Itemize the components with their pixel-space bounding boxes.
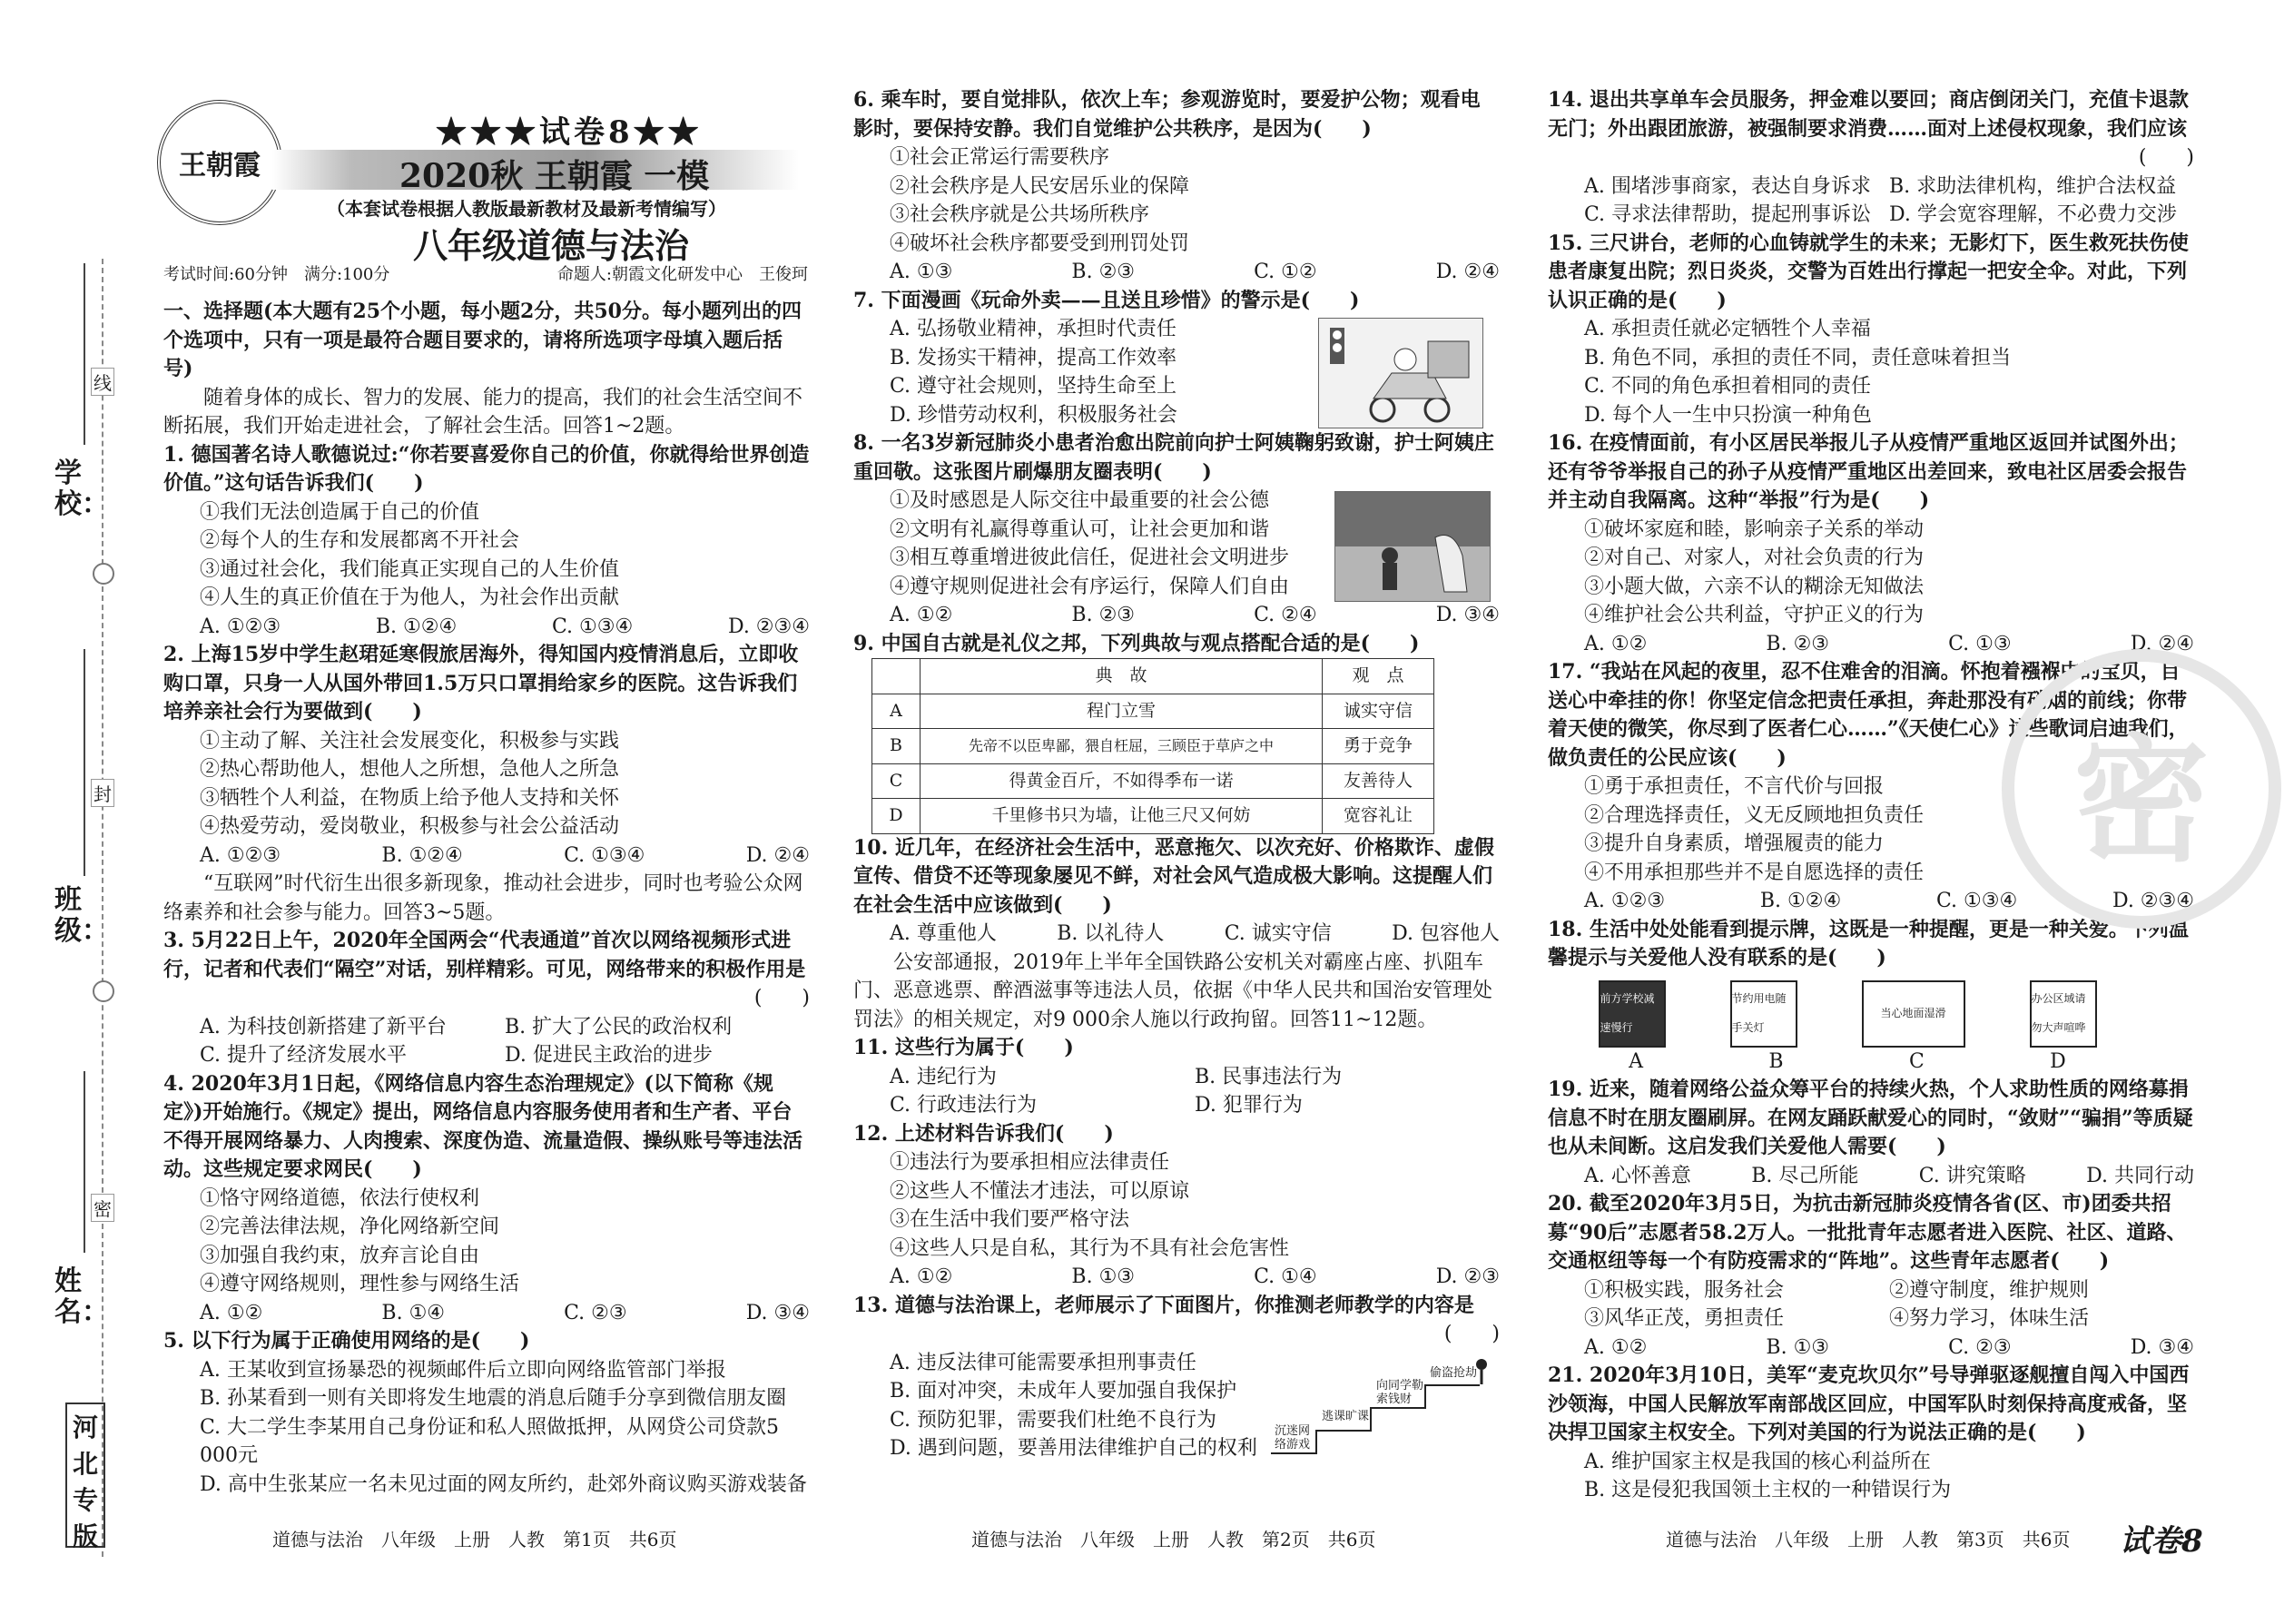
option[interactable]: C. ①② [1254, 261, 1317, 283]
option[interactable]: A. 为科技创新搭建了新平台 [200, 1015, 447, 1038]
save-electricity-sign-icon[interactable]: 节约用电随手关灯 [1730, 980, 1797, 1048]
exam-author: 命题人:朝霞文化研发中心 王俊珂 [556, 265, 808, 284]
binding-hole [93, 980, 114, 1002]
option[interactable]: D. 学会宽容理解，不必费力交涉 [1889, 203, 2177, 226]
option[interactable]: D. 促进民主政治的进步 [505, 1044, 713, 1067]
table-cell: 千里修书只为墙，让他三尺又何妨 [921, 799, 1323, 834]
table-cell: D [872, 799, 921, 834]
paper-badge: 试卷8 [2120, 1523, 2203, 1560]
q1-item: ②每个人的生存和发展都离不开社会 [200, 529, 520, 552]
table-row [872, 763, 1434, 799]
binding-margin [0, 0, 136, 1624]
option[interactable]: A. 围堵涉事商家，表达自身诉求 [1584, 174, 1871, 198]
option[interactable]: C. 不同的角色承担着相同的责任 [1584, 375, 1872, 398]
q10-options [853, 920, 1500, 949]
table-cell: C [872, 763, 921, 799]
page-footer-2: 道德与法治 八年级 上册 人教 第2页 共6页 [971, 1529, 1376, 1550]
q12-item: ②这些人不懂法才违法，可以原谅 [890, 1179, 1190, 1203]
q20-item: ②遵守制度，维护规则 [1889, 1278, 2090, 1302]
q1-item: ③通过社会化，我们能真正实现自己的人生价值 [200, 557, 620, 581]
option[interactable]: C. 寻求法律帮助，提起刑事诉讼 [1584, 203, 1872, 226]
q20-item: ①积极实践，服务社会 [1584, 1278, 1785, 1302]
stair-label: 沉迷网络游戏 [1275, 1423, 1311, 1452]
q12-item: ①违法行为要承担相应法律责任 [890, 1151, 1170, 1174]
option[interactable]: D. ③④ [2130, 1335, 2194, 1359]
column-page-1 [163, 298, 810, 1499]
option[interactable]: D. ②③ [1435, 1265, 1500, 1288]
table-cell: 先帝不以臣卑鄙，猥自枉屈，三顾臣于草庐之中 [921, 729, 1323, 764]
sign-label: C [1908, 1049, 1925, 1073]
option[interactable]: B. ①②④ [375, 615, 458, 638]
option[interactable]: C. 诚实守信 [1224, 922, 1332, 945]
option[interactable]: D. 包容他人 [1392, 922, 1500, 945]
q20-items [1548, 1276, 2194, 1334]
q2-options [163, 842, 810, 871]
table-row [872, 799, 1434, 834]
wet-floor-sign-icon[interactable]: 当心地面湿滑 [1862, 980, 1965, 1048]
q1-item: ①我们无法创造属于自己的价值 [200, 500, 480, 524]
question-15: 15. 三尺讲台，老师的心血铸就学生的未来；无影灯下，医生救死扶伤使患者康复出院；烈日炎炎，交警为百姓出行撑起一把安全伞。对此，下列认识正确的是( ) [1548, 231, 2189, 312]
option[interactable]: C. 行政违法行为 [890, 1094, 1038, 1117]
q8-item: ①及时感恩是人际交往中最重要的社会公德 [890, 489, 1270, 512]
option[interactable]: C. ①③④ [551, 615, 634, 638]
option[interactable]: A. 弘扬敬业精神，承担时代责任 [890, 318, 1177, 340]
question-20: 20. 截至2020年3月5日，为抗击新冠肺炎疫情各省(区、市)团委共招募“90后”志愿者58.2万人。一批批青年志愿者进入医院、社区、道路、交通枢纽等每一个有防疫需求的“阵地”。这些青年志愿者( ) [1548, 1192, 2187, 1273]
table-row [872, 729, 1434, 764]
option[interactable]: D. ②④ [745, 843, 810, 867]
table-cell: B [872, 729, 921, 764]
binding-hole [93, 563, 114, 585]
staircase-image [1271, 1344, 1498, 1462]
option[interactable]: C. 遵守社会规则，坚持生命至上 [890, 375, 1177, 398]
question-9: 9. 中国自古就是礼仪之邦，下列典故与观点搭配合适的是( ) [853, 631, 1420, 655]
question-13: 13. 道德与法治课上，老师展示了下面图片，你推测老师教学的内容是 [853, 1293, 1474, 1317]
stair-label: 偷盗抢劫 [1430, 1365, 1478, 1380]
q2-item: ④热爱劳动，爱岗敬业，积极参与社会公益活动 [200, 815, 620, 838]
region-label: 河北专版 [65, 1403, 105, 1548]
question-7-block [853, 287, 1500, 430]
option[interactable]: D. ②④ [1435, 261, 1500, 283]
question-8-block [853, 429, 1500, 630]
option[interactable]: B. 发扬实干精神，提高工作效率 [890, 346, 1177, 369]
seal-tag-mi: 密 [91, 1194, 114, 1222]
question-7: 7. 下面漫画《玩命外卖——且送且珍惜》的警示是( ) [853, 288, 1360, 312]
seal-tag-feng: 封 [91, 779, 114, 807]
q16-item: ④维护社会公共利益，守护正义的行为 [1584, 604, 1925, 626]
section-heading: 一、选择题(本大题有25个小题，每小题2分，共50分。每小题列出的四个选项中，只有一项是最符合题目要求的，请将所选项字母填入题后括号) [163, 300, 802, 380]
q20-options [1548, 1334, 2194, 1363]
intro-paragraph: 公安部通报，2019年上半年全国铁路公安机关对霸座占座、扒阻车门、恶意逃票、醉酒滋事等违法人员，依据《中华人民共和国治安管理处罚法》的相关规定，对9 000余人施以行政拘留。回答11~12题。 [853, 950, 1493, 1031]
option[interactable]: D. 高中生张某应一名未见过面的网友所约，赴郊外商议购买游戏装备 [200, 1472, 807, 1496]
intro-paragraph: 随着身体的成长、智力的发展、能力的提高，我们的社会生活空间不断拓展，我们开始走进社会，了解社会生活。回答1~2题。 [163, 386, 803, 438]
q6-item: ②社会秩序是人民安居乐业的保障 [890, 174, 1190, 198]
q1-item: ④人生的真正价值在于为他人，为社会作出贡献 [200, 586, 620, 609]
option[interactable]: A. ①②③ [1584, 890, 1666, 912]
q18-sign-labels [1566, 1048, 2129, 1077]
q9-table [871, 658, 1434, 834]
option[interactable]: C. ①④ [1254, 1265, 1317, 1288]
option[interactable]: D. ②③④ [2112, 890, 2194, 912]
paper-title: 2020秋 王朝霞 一模 [399, 157, 710, 195]
class-field[interactable] [84, 649, 85, 876]
q8-options [853, 601, 1500, 630]
sign-label: D [2050, 1049, 2066, 1073]
table-header-cell: 观 点 [1323, 659, 1434, 694]
delivery-cartoon-image [1318, 318, 1483, 428]
q14-options [1548, 172, 2194, 230]
q18-signs [1566, 980, 2129, 1048]
q16-item: ③小题大做，六亲不认的糊涂无知做法 [1584, 575, 1925, 598]
answer-paren: ( ) [753, 987, 810, 1009]
question-5: 5. 以下行为属于正确使用网络的是( ) [163, 1329, 530, 1353]
q16-item: ②对自己、对家人，对社会负责的行为 [1584, 546, 1925, 569]
paper-number: ★★★试卷8★★ [436, 114, 703, 151]
answer-paren: ( ) [2138, 146, 2194, 169]
publisher-logo: 王朝霞 [157, 100, 282, 225]
table-header-row [872, 659, 1434, 694]
q17-item: ①勇于承担责任，不言代价与回报 [1584, 775, 1885, 798]
option[interactable]: A. ①②③ [200, 615, 281, 638]
bow-photo-image [1334, 491, 1491, 602]
option[interactable]: C. ②④ [1254, 604, 1317, 626]
q19-options [1548, 1162, 2194, 1191]
table-cell: A [872, 694, 921, 729]
q8-item: ③相互尊重增进彼此信任，促进社会文明进步 [890, 546, 1290, 569]
q17-item: ④不用承担那些并不是自愿选择的责任 [1584, 861, 1925, 884]
q16-options [1548, 630, 2194, 659]
question-1: 1. 德国著名诗人歌德说过:“你若要喜爱你自己的价值，你就得给世界创造价值。”这句话告诉我们( ) [163, 442, 810, 495]
table-cell: 勇于竞争 [1323, 729, 1434, 764]
q20-item: ③风华正茂，勇担责任 [1584, 1307, 1785, 1330]
q4-item: ②完善法律法规，净化网络新空间 [200, 1216, 500, 1238]
q3-options [163, 1013, 810, 1070]
option[interactable]: A. ①③ [890, 261, 953, 283]
school-label: 学校： [54, 458, 109, 520]
option[interactable]: A. ①② [1584, 632, 1648, 655]
option[interactable]: D. 珍惜劳动权利，积极服务社会 [890, 403, 1177, 427]
option[interactable]: A. 承担责任就必定牺牲个人幸福 [1584, 318, 1871, 340]
option[interactable]: A. ①② [1584, 1335, 1648, 1359]
q12-options [853, 1263, 1500, 1292]
option[interactable]: A. ①② [890, 1265, 953, 1288]
option[interactable]: D. 遇到问题，要善用法律维护自己的权利 [890, 1437, 1257, 1460]
q8-item: ④遵守规则促进社会有序运行，保障人们自由 [890, 575, 1290, 598]
option[interactable]: A. 维护国家主权是我国的核心利益所在 [1584, 1450, 1931, 1473]
stair-label: 向同学勒索钱财 [1376, 1378, 1424, 1406]
table-header-cell [872, 659, 921, 694]
q4-item: ①恪守网络道德，依法行使权利 [200, 1186, 480, 1210]
school-slowdown-sign-icon[interactable]: 前方学校减速慢行 [1599, 980, 1666, 1048]
option[interactable]: A. 心怀善意 [1584, 1164, 1691, 1187]
option[interactable]: B. ①②④ [381, 843, 463, 867]
option[interactable]: B. 民事违法行为 [1195, 1065, 1343, 1088]
question-4: 4. 2020年3月1日起，《网络信息内容生态治理规定》(以下简称《规定》)开始施行。《规定》提出，网络信息内容服务使用者和生产者、平台不得开展网络暴力、人肉搜索、深度伪造、流量造假、操纵账号等违法活动。这些规定要求网民( ) [163, 1071, 803, 1181]
class-label: 班级： [54, 884, 109, 947]
option[interactable]: A. 违反法律可能需要承担刑事责任 [890, 1351, 1196, 1374]
option[interactable]: B. 扩大了公民的政治权利 [505, 1015, 733, 1038]
question-8: 8. 一名3岁新冠肺炎小患者治愈出院前向护士阿姨鞠躬致谢，护士阿姨庄重回敬。这张图片刷爆朋友圈表明( ) [853, 431, 1494, 484]
option[interactable]: A. 尊重他人 [890, 922, 997, 945]
question-3: 3. 5月22日上午，2020年全国两会“代表通道”首次以网络视频形式进行，记者和代表们“隔空”对话，别样精彩。可见，网络带来的积极作用是 [163, 929, 806, 981]
question-18: 18. 生活中处处能看到提示牌，这既是一种提醒，更是一种关爱。下列温馨提示与关爱他人没有联系的是( ) [1548, 917, 2189, 969]
q6-item: ③社会秩序就是公共场所秩序 [890, 203, 1150, 226]
option[interactable]: C. 讲究策略 [1918, 1164, 2026, 1187]
q2-item: ②热心帮助他人，想他人之所想，急他人之所急 [200, 758, 620, 781]
table-cell: 诚实守信 [1323, 694, 1434, 729]
q6-options [853, 258, 1500, 287]
column-page-2 [853, 86, 1500, 1463]
question-21: 21. 2020年3月10日，美军“麦克坎贝尔”号导弹驱逐舰擅自闯入中国西沙领海，中国人民解放军南部战区回应，中国军队时刻保持高度戒备，坚决捍卫国家主权安全。下列对美国的行为说法正确的是( ) [1548, 1363, 2190, 1444]
option[interactable]: C. ②③ [564, 1301, 627, 1324]
question-2: 2. 上海15岁中学生赵珺延寒假旅居海外，得知国内疫情消息后，立即收购口罩，只身一人从国外带回1.5万只口罩捐给家乡的医院。这告诉我们培养亲社会行为要做到( ) [163, 643, 799, 723]
sign-label: B [1768, 1049, 1784, 1073]
stair-label: 逃课旷课 [1322, 1409, 1370, 1423]
page-footer-1: 道德与法治 八年级 上册 人教 第1页 共6页 [272, 1529, 677, 1550]
table-cell: 得黄金百斤，不如得季布一诺 [921, 763, 1323, 799]
option[interactable]: B. ①②④ [1759, 890, 1842, 912]
option[interactable]: B. 求助法律机构，维护合法权益 [1889, 174, 2177, 198]
q17-item: ③提升自身素质，增强履责的能力 [1584, 832, 1885, 855]
q2-item: ③牺牲个人利益，在物质上给予他人支持和关怀 [200, 786, 620, 810]
option[interactable]: C. ②③ [1948, 1335, 2012, 1359]
option[interactable]: B. ②③ [1766, 632, 1830, 655]
option[interactable]: B. 面对冲突，未成年人要加强自我保护 [890, 1380, 1237, 1403]
option[interactable]: D. ②③④ [727, 615, 810, 638]
option[interactable]: A. ①②③ [200, 843, 281, 867]
option[interactable]: C. 提升了经济发展水平 [200, 1044, 408, 1067]
q6-item: ①社会正常运行需要秩序 [890, 146, 1110, 169]
option[interactable]: D. ②④ [2130, 632, 2194, 655]
table-cell: 宽容礼让 [1323, 799, 1434, 834]
q2-item: ①主动了解、关注社会发展变化，积极参与实践 [200, 729, 620, 753]
option[interactable]: B. 角色不同，承担的责任不同，责任意味着担当 [1584, 346, 2012, 369]
option[interactable]: A. ①② [200, 1301, 263, 1324]
sign-label: A [1629, 1049, 1644, 1073]
option[interactable]: B. 尽己所能 [1751, 1164, 1859, 1187]
option[interactable]: D. ③④ [745, 1301, 810, 1324]
table-cell: 友善待人 [1323, 763, 1434, 799]
question-13-block [853, 1292, 1500, 1463]
option[interactable]: C. ①③④ [564, 843, 645, 867]
option[interactable]: C. 大二学生李某用自己身份证和私人照做抵押，从网贷公司贷款5 000元 [200, 1415, 780, 1467]
q8-item: ②文明有礼赢得尊重认可，让社会更加和谐 [890, 517, 1270, 541]
option[interactable]: C. ①③ [1948, 632, 2012, 655]
q4-options [163, 1299, 810, 1328]
q4-item: ④遵守网络规则，理性参与网络生活 [200, 1273, 520, 1295]
option[interactable]: B. ①③ [1766, 1335, 1830, 1359]
question-11: 11. 这些行为属于( ) [853, 1036, 1074, 1059]
option[interactable]: B. ①③ [1071, 1265, 1136, 1288]
confidential-stamp: 密 [2002, 649, 2281, 929]
exam-meta [163, 261, 808, 285]
question-12: 12. 上述材料告诉我们( ) [853, 1121, 1114, 1146]
answer-paren: ( ) [1443, 1323, 1500, 1345]
name-label: 姓名： [54, 1265, 109, 1328]
option[interactable]: B. ②③ [1071, 604, 1136, 626]
option[interactable]: B. 以礼待人 [1057, 922, 1165, 945]
seal-line [102, 259, 103, 1557]
option[interactable]: D. ③④ [1435, 604, 1500, 626]
q4-item: ③加强自我约束，放弃言论自由 [200, 1244, 480, 1267]
question-19: 19. 近来，随着网络公益众筹平台的持续火热，个人求助性质的网络募捐信息不时在朋友圈刷屏。在网友踊跃献爱心的同时，“敛财”“骗捐”等质疑也从未间断。这启发我们关爱他人需要( ) [1548, 1078, 2193, 1158]
q6-item: ④破坏社会秩序都要受到刑罚处罚 [890, 231, 1190, 255]
table-header-cell: 典 故 [921, 659, 1323, 694]
option[interactable]: B. 这是侵犯我国领土主权的一种错误行为 [1584, 1479, 1952, 1501]
q12-item: ③在生活中我们要严格守法 [890, 1208, 1130, 1231]
seal-tag-xian: 线 [91, 368, 114, 396]
option[interactable]: B. ①④ [381, 1301, 446, 1324]
option[interactable]: A. 违纪行为 [890, 1065, 997, 1088]
paper-subtitle: （本套试卷根据人教版最新教材及最新考情编写） [327, 198, 726, 220]
option[interactable]: B. 孙某看到一则有关即将发生地震的消息后随手分享到微信朋友圈 [200, 1387, 787, 1410]
page-footer-3: 道德与法治 八年级 上册 人教 第3页 共6页 [1666, 1529, 2071, 1550]
q11-options [853, 1063, 1500, 1120]
option[interactable]: C. ①③④ [1935, 890, 2018, 912]
question-17: 17. “我站在风起的夜里，忍不住难舍的泪滴。怀抱着襁褓中的宝贝，目送心中牵挂的你！你坚定信念把责任承担，奔赴那没有硝烟的前线；你带着天使的微笑，你尽到了医者仁心……”《天使仁心》这些歌词启迪我们，做负责任的公民应该( ) [1548, 660, 2189, 770]
q1-options [163, 613, 810, 642]
school-field[interactable] [84, 263, 85, 445]
table-cell: 程门立雪 [921, 694, 1323, 729]
question-16: 16. 在疫情面前，有小区居民举报儿子从疫情严重地区返回并试图外出；还有爷爷举报自己的孙子从疫情严重地区出差回来，致电社区居委会报告并主动自我隔离。这种“举报”行为是( ) [1548, 431, 2189, 512]
table-row [872, 694, 1434, 729]
subject-title: 八年级道德与法治 [413, 225, 690, 266]
q17-item: ②合理选择责任，义无反顾地担负责任 [1584, 803, 1925, 827]
option[interactable]: C. 预防犯罪，需要我们杜绝不良行为 [890, 1408, 1217, 1432]
name-field[interactable] [84, 1071, 85, 1253]
q20-item: ④努力学习，体味生活 [1889, 1307, 2090, 1330]
exam-info: 考试时间:60分钟 满分:100分 [163, 265, 390, 284]
question-14: 14. 退出共享单车会员服务，押金难以要回；商店倒闭关门，充值卡退款无门；外出跟团旅游，被强制要求消费……面对上述侵权现象，我们应该 [1548, 88, 2189, 141]
option[interactable]: D. 每个人一生中只扮演一种角色 [1584, 403, 1872, 427]
option[interactable]: A. ①② [890, 604, 953, 626]
option[interactable]: D. 共同行动 [2086, 1164, 2194, 1187]
option[interactable]: B. ②③ [1071, 261, 1136, 283]
question-6: 6. 乘车时，要自觉排队，依次上车；参观游览时，要爱护公物；观看电影时，要保持安静。我们自觉维护公共秩序，是因为( ) [853, 88, 1481, 141]
q16-item: ①破坏家庭和睦，影响亲子关系的举动 [1584, 517, 1925, 541]
q12-item: ④这些人只是自私，其行为不具有社会危害性 [890, 1236, 1290, 1260]
intro-paragraph: “互联网”时代衍生出很多新现象，推动社会进步，同时也考验公众网络素养和社会参与能力。回答3~5题。 [163, 872, 803, 924]
option[interactable]: A. 王某收到宣扬暴恐的视频邮件后立即向网络监管部门举报 [200, 1358, 726, 1382]
quiet-office-sign-icon[interactable]: 办公区域请勿大声喧哗 [2030, 980, 2097, 1048]
option[interactable]: D. 犯罪行为 [1195, 1094, 1303, 1117]
question-10: 10. 近几年，在经济社会生活中，恶意拖欠、以次充好、价格欺诈、虚假宣传、借贷不还等现象屡见不鲜，对社会风气造成极大影响。这提醒人们在社会生活中应该做到( ) [853, 835, 1494, 917]
